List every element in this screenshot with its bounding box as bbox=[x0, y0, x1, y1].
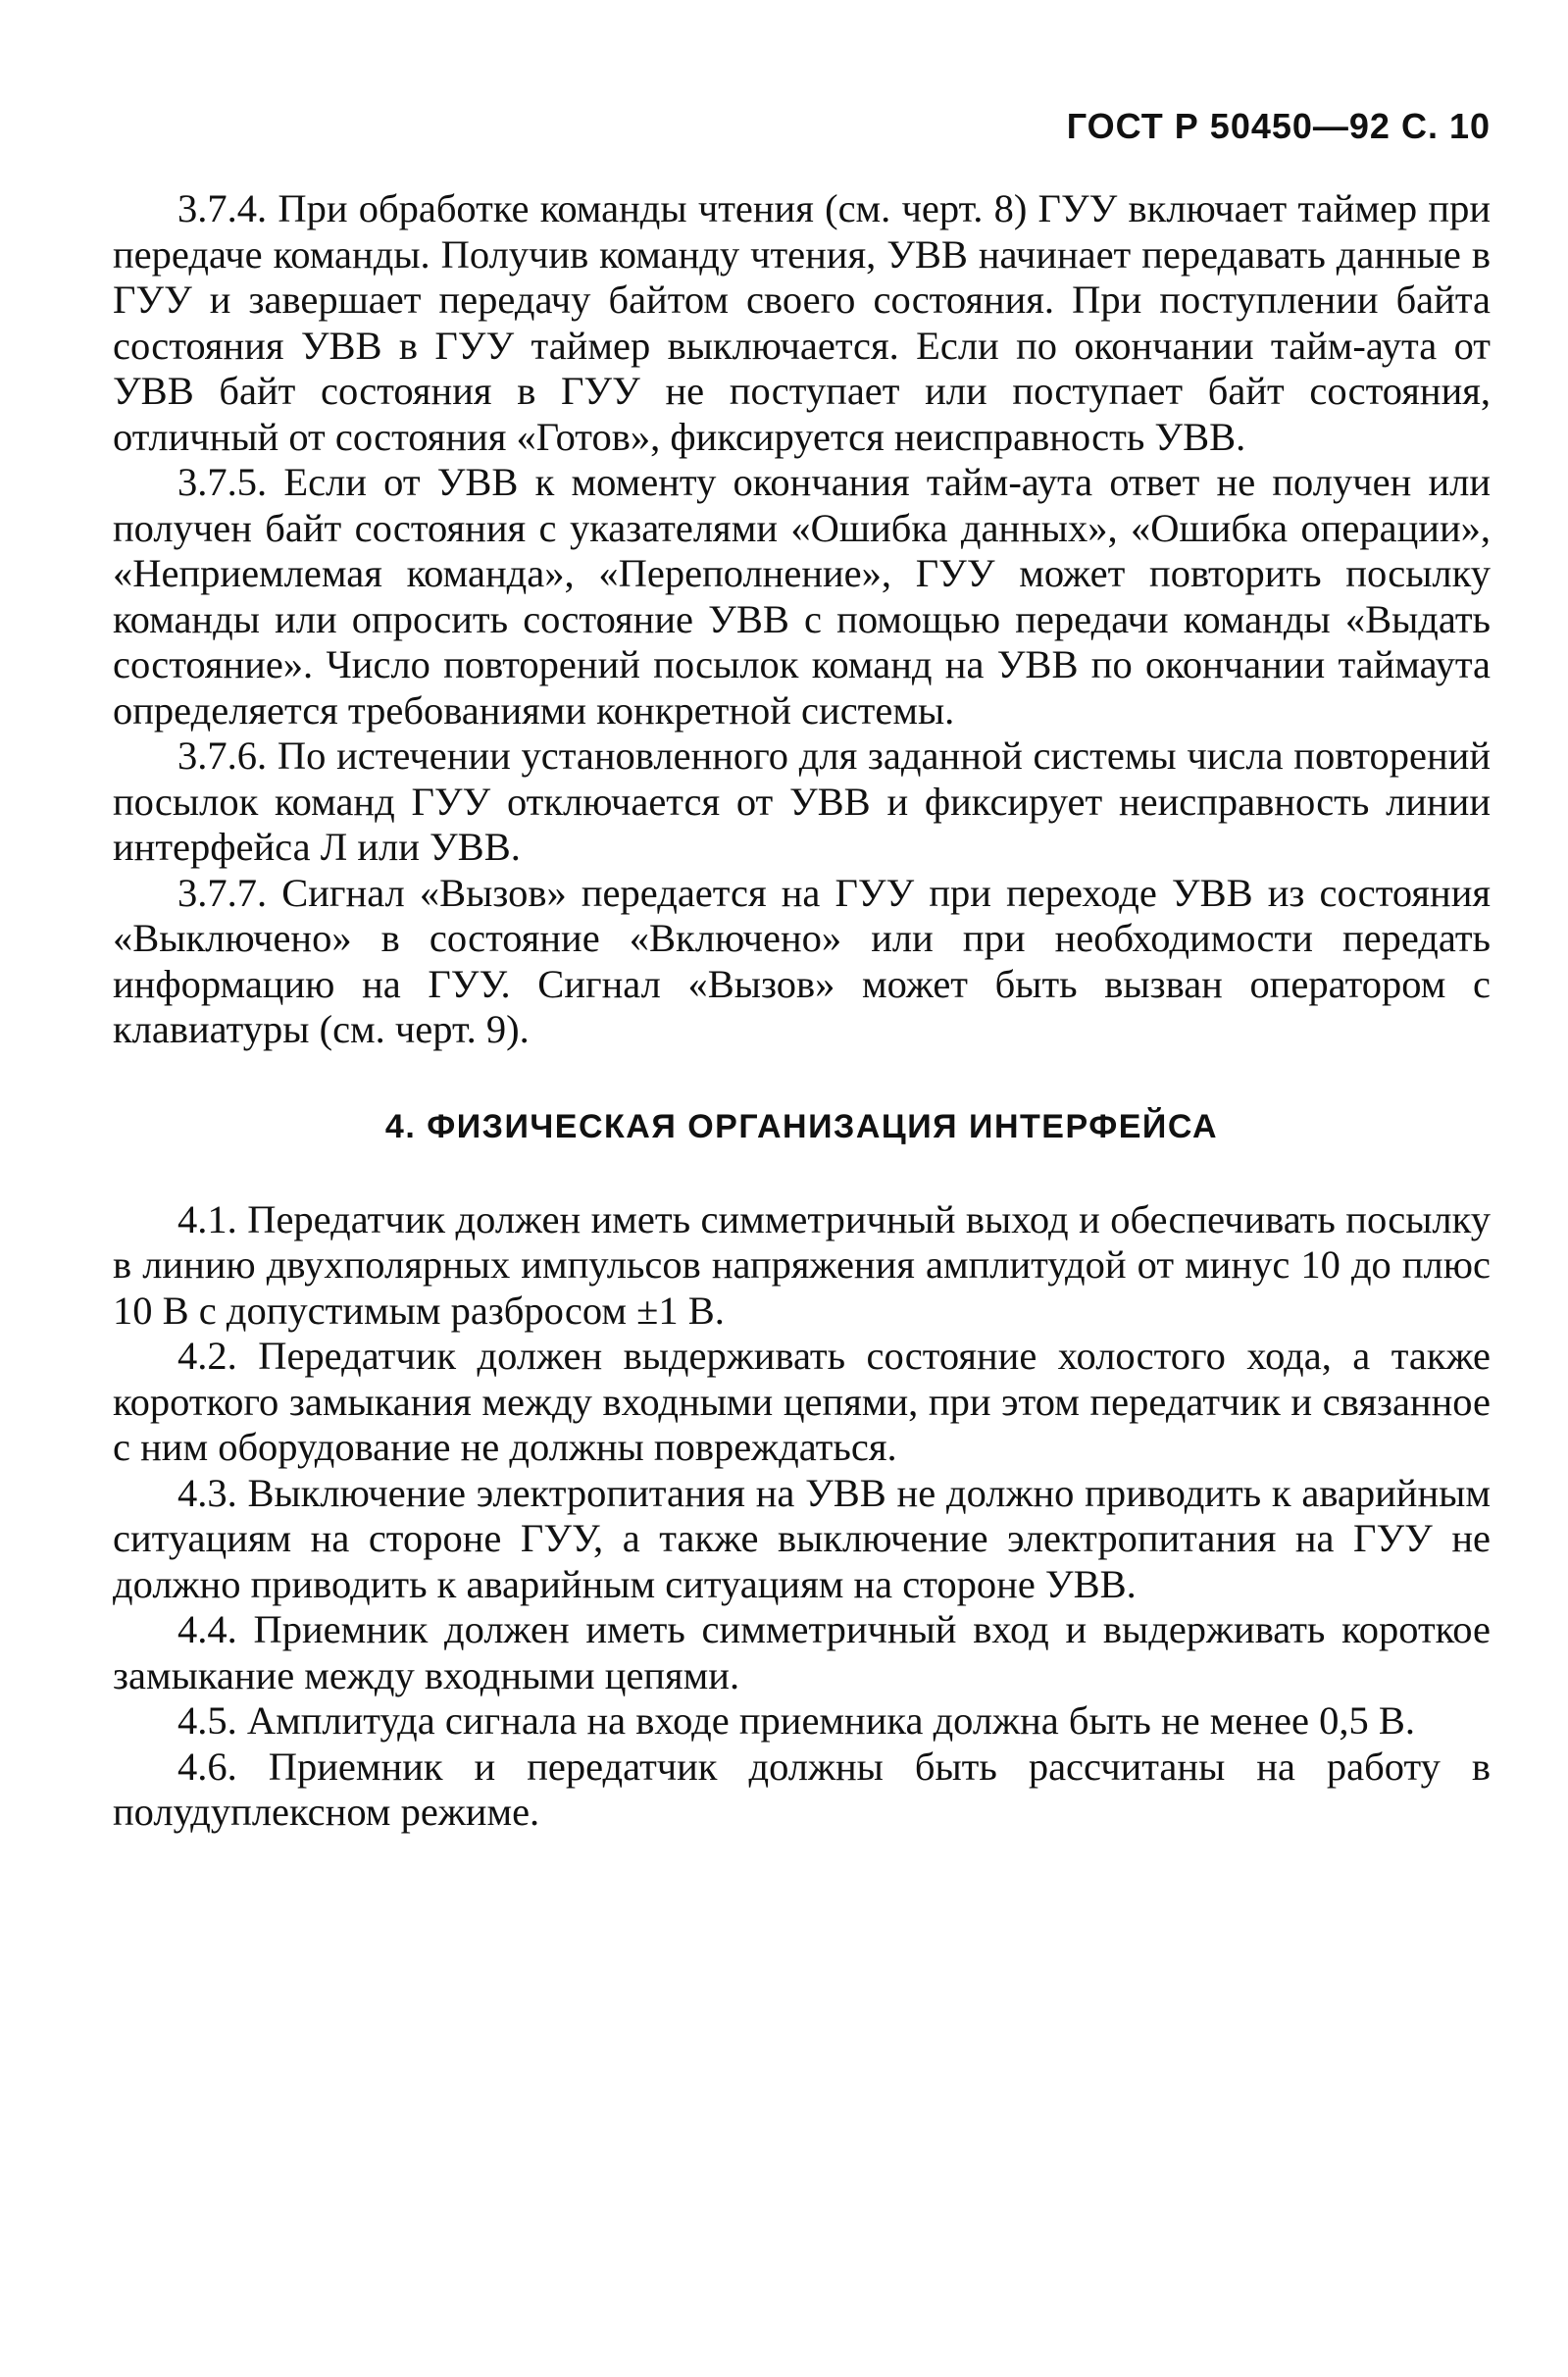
paragraph-3-7-4: 3.7.4. При обработке команды чтения (см. черт. 8) ГУУ включает таймер при передаче команды. Получив команду чтения, УВВ начинает передавать данные в ГУУ и завершает передачу байтом своего состояния. При поступлении байта состояния УВВ в ГУУ таймер выключается. Если по окончании тайм-аута от УВВ байт состояния в ГУУ не поступает или поступает байт состояния, отличный от состояния «Готов», фиксируется неисправность УВВ. bbox=[113, 186, 1491, 459]
document-reference: ГОСТ Р 50450—92 С. 10 bbox=[1066, 106, 1491, 146]
paragraph-3-7-6: 3.7.6. По истечении установленного для заданной системы числа повторений посылок команд ГУУ отключается от УВВ и фиксирует неисправность линии интерфейса Л или УВВ. bbox=[113, 733, 1491, 869]
paragraph-4-6: 4.6. Приемник и передатчик должны быть рассчитаны на работу в полудуплексном режиме. bbox=[113, 1744, 1491, 1834]
paragraph-4-5: 4.5. Амплитуда сигнала на входе приемника должна быть не менее 0,5 В. bbox=[177, 1698, 1415, 1743]
paragraph-4-1: 4.1. Передатчик должен иметь симметричный выход и обеспечивать посылку в линию двухполярных импульсов напряжения амплитудой от минус 10 до плюс 10 В с допустимым разбросом ±1 В. bbox=[113, 1196, 1491, 1333]
paragraph-4-4: 4.4. Приемник должен иметь симметричный вход и выдерживать короткое замыкание между входными цепями. bbox=[113, 1607, 1491, 1697]
page-header bbox=[113, 106, 1491, 147]
paragraph-3-7-5: 3.7.5. Если от УВВ к моменту окончания тайм-аута ответ не получен или получен байт состояния с указателями «Ошибка данных», «Ошибка операции», «Неприемлемая команда», «Переполнение», ГУУ может повторить посылку команды или опросить состояние УВВ с помощью передачи команды «Выдать состояние». Число повторений посылок команд на УВВ по окончании таймаута определяется требованиями конкретной системы. bbox=[113, 460, 1491, 733]
paragraph-3-7-7: 3.7.7. Сигнал «Вызов» передается на ГУУ при переходе УВВ из состояния «Выключено» в состояние «Включено» или при необходимости передать информацию на ГУУ. Сигнал «Вызов» может быть вызван оператором с клавиатуры (см. черт. 9). bbox=[113, 870, 1491, 1051]
document-body bbox=[113, 186, 1491, 1836]
section-title: 4. ФИЗИЧЕСКАЯ ОРГАНИЗАЦИЯ ИНТЕРФЕЙСА bbox=[384, 1107, 1219, 1145]
paragraph-4-3: 4.3. Выключение электропитания на УВВ не должно приводить к аварийным ситуациям на стороне ГУУ, а также выключение электропитания на ГУУ не должно приводить к аварийным ситуациям на стороне УВВ. bbox=[113, 1470, 1491, 1606]
paragraph-4-2: 4.2. Передатчик должен выдерживать состояние холостого хода, а также короткого замыкания между входными цепями, при этом передатчик и связанное с ним оборудование не должны повреждаться. bbox=[113, 1334, 1491, 1469]
